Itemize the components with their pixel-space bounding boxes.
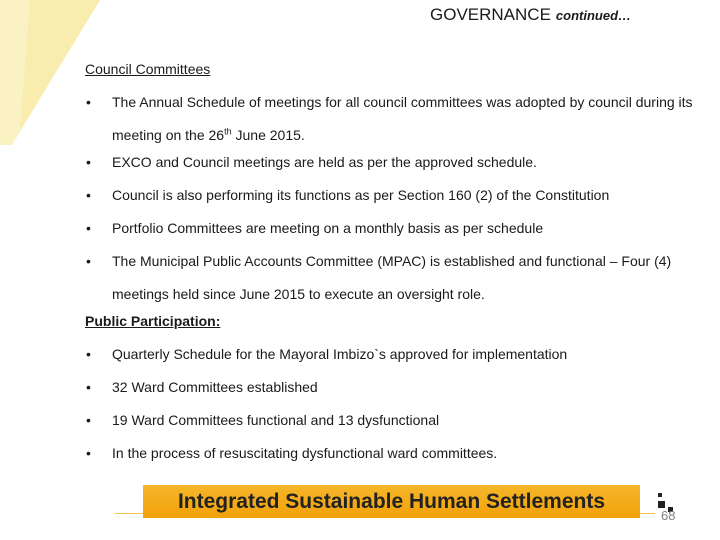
bullet: • bbox=[86, 412, 91, 428]
bullet: • bbox=[86, 220, 91, 236]
page-subtitle: continued… bbox=[555, 8, 632, 23]
council-item-2: EXCO and Council meetings are held as per the approved schedule. bbox=[112, 154, 537, 170]
participation-item-4: In the process of resuscitating dysfunctional ward committees. bbox=[112, 445, 498, 461]
bullet: • bbox=[86, 253, 91, 269]
participation-item-1: Quarterly Schedule for the Mayoral Imbizo`s approved for implementation bbox=[112, 346, 568, 362]
council-item-4: Portfolio Committees are meeting on a monthly basis as per schedule bbox=[112, 220, 544, 236]
bullet: • bbox=[86, 154, 91, 170]
footer-banner: Integrated Sustainable Human Settlements bbox=[143, 485, 640, 518]
bullet: • bbox=[86, 187, 91, 203]
bullet: • bbox=[86, 346, 91, 362]
council-item-3: Council is also performing its functions as per Section 160 (2) of the Constitution bbox=[112, 187, 610, 203]
page-title: GOVERNANCE continued… bbox=[430, 5, 632, 24]
bullet: • bbox=[86, 94, 91, 110]
participation-item-3: 19 Ward Committees functional and 13 dysfunctional bbox=[112, 412, 440, 428]
page-number: 68 bbox=[661, 508, 676, 523]
bullet: • bbox=[86, 445, 91, 461]
participation-item-2: 32 Ward Committees established bbox=[112, 379, 318, 395]
council-committees-heading: Council Committees bbox=[85, 61, 211, 77]
public-participation-heading: Public Participation: bbox=[85, 313, 221, 329]
council-item-5: The Municipal Public Accounts Committee (MPAC) is established and functional – Four (4) meetings held since June 2015 to execute an oversight role. bbox=[112, 253, 672, 302]
bullet: • bbox=[86, 379, 91, 395]
council-item-1: The Annual Schedule of meetings for all council committees was adopted by council during its meeting on the 26th June 2015. bbox=[112, 94, 693, 143]
